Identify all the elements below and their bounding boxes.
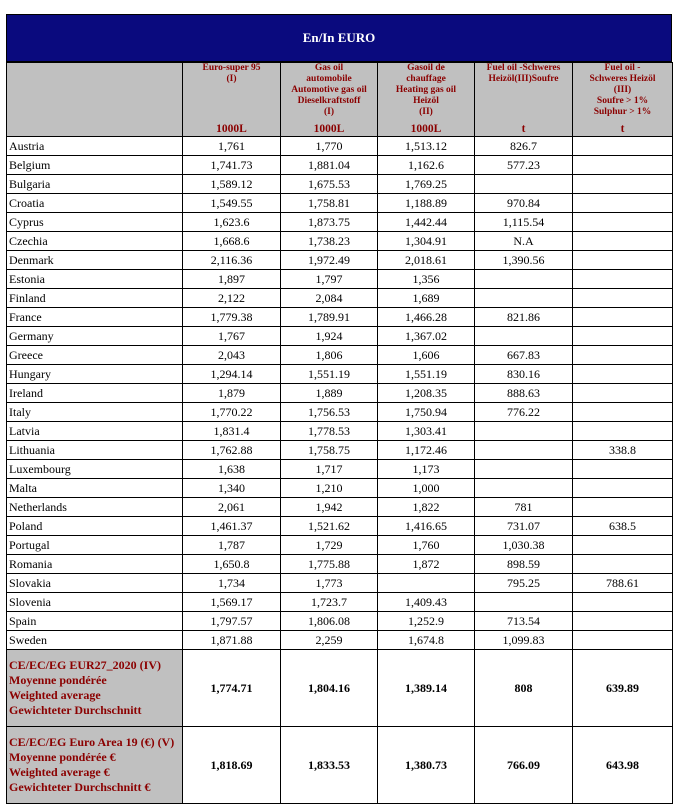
- table-row: [7, 498, 673, 517]
- price-cell: 970.84: [475, 194, 573, 213]
- country-name: Slovenia: [7, 593, 183, 612]
- price-cell: [475, 327, 573, 346]
- price-cell: [573, 175, 673, 194]
- price-cell: 1,162.6: [378, 156, 475, 175]
- price-cell: 1,304.91: [378, 232, 475, 251]
- price-cell: 795.25: [475, 574, 573, 593]
- price-cell: 1,778.53: [281, 422, 378, 441]
- summary-label: [7, 727, 183, 804]
- country-name: Latvia: [7, 422, 183, 441]
- column-header: [183, 63, 281, 137]
- price-cell: 1,188.89: [378, 194, 475, 213]
- country-name: Ireland: [7, 384, 183, 403]
- price-cell: 1,356: [378, 270, 475, 289]
- column-header-line: (III): [613, 85, 632, 95]
- column-header-line: (II): [419, 107, 433, 117]
- price-cell: [573, 327, 673, 346]
- price-cell: [573, 194, 673, 213]
- country-name: Malta: [7, 479, 183, 498]
- price-cell: 1,210: [281, 479, 378, 498]
- price-cell: 2,259: [281, 631, 378, 650]
- fuel-price-table: [6, 62, 673, 804]
- price-cell: 1,773: [281, 574, 378, 593]
- price-cell: [573, 365, 673, 384]
- summary-value: 1,833.53: [281, 727, 378, 804]
- price-cell: 1,760: [378, 536, 475, 555]
- country-name: Denmark: [7, 251, 183, 270]
- price-cell: 1,942: [281, 498, 378, 517]
- price-cell: [573, 289, 673, 308]
- price-cell: 1,551.19: [281, 365, 378, 384]
- header-row: [7, 63, 673, 137]
- price-cell: [573, 384, 673, 403]
- table-row: [7, 251, 673, 270]
- summary-value: 1,380.73: [378, 727, 475, 804]
- price-cell: [573, 308, 673, 327]
- summary-value: 639.89: [573, 650, 673, 727]
- price-cell: 577.23: [475, 156, 573, 175]
- price-cell: 1,303.41: [378, 422, 475, 441]
- price-cell: [573, 536, 673, 555]
- summary-label-line: Weighted average €: [9, 765, 110, 779]
- table-row: [7, 441, 673, 460]
- price-cell: 1,674.8: [378, 631, 475, 650]
- column-unit: 1000L: [313, 123, 345, 135]
- country-name: Sweden: [7, 631, 183, 650]
- country-name: Czechia: [7, 232, 183, 251]
- country-name: Germany: [7, 327, 183, 346]
- price-cell: 1,897: [183, 270, 281, 289]
- price-cell: [475, 289, 573, 308]
- price-cell: 1,789.91: [281, 308, 378, 327]
- price-cell: [475, 270, 573, 289]
- summary-row: [7, 650, 673, 727]
- table-row: [7, 213, 673, 232]
- country-name: Romania: [7, 555, 183, 574]
- price-cell: 713.54: [475, 612, 573, 631]
- country-name: Poland: [7, 517, 183, 536]
- price-cell: 1,390.56: [475, 251, 573, 270]
- table-row: [7, 612, 673, 631]
- column-header-line: Fuel oil -Schweres: [486, 63, 561, 73]
- price-cell: 1,569.17: [183, 593, 281, 612]
- price-cell: [573, 403, 673, 422]
- price-cell: 1,881.04: [281, 156, 378, 175]
- price-cell: 1,806.08: [281, 612, 378, 631]
- price-cell: 1,770: [281, 137, 378, 156]
- price-cell: 1,549.55: [183, 194, 281, 213]
- table-row: [7, 308, 673, 327]
- price-cell: [475, 441, 573, 460]
- table-row: [7, 631, 673, 650]
- summary-label-line: Gewichteter Durchschnitt €: [9, 780, 151, 794]
- price-cell: 1,252.9: [378, 612, 475, 631]
- price-cell: 1,822: [378, 498, 475, 517]
- table-row: [7, 574, 673, 593]
- price-cell: 821.86: [475, 308, 573, 327]
- summary-label-line: Weighted average: [9, 688, 101, 702]
- column-header-line: Sulphur > 1%: [593, 107, 652, 117]
- price-cell: 1,797.57: [183, 612, 281, 631]
- price-cell: 2,084: [281, 289, 378, 308]
- price-cell: 1,767: [183, 327, 281, 346]
- column-header-line: Schweres Heizöl: [589, 74, 656, 84]
- summary-label: [7, 650, 183, 727]
- price-cell: 1,099.83: [475, 631, 573, 650]
- summary-value: 808: [475, 650, 573, 727]
- country-name: Cyprus: [7, 213, 183, 232]
- price-cell: 1,750.94: [378, 403, 475, 422]
- price-cell: 1,172.46: [378, 441, 475, 460]
- price-cell: 338.8: [573, 441, 673, 460]
- table-row: [7, 536, 673, 555]
- column-header: [475, 63, 573, 137]
- summary-value: 1,774.71: [183, 650, 281, 727]
- column-header-line: (I): [323, 107, 335, 117]
- column-header-line: (I): [226, 74, 237, 84]
- table-row: [7, 460, 673, 479]
- summary-label-line: Moyenne pondérée €: [9, 750, 116, 764]
- price-cell: 1,367.02: [378, 327, 475, 346]
- column-header-line: Heizöl(III)Soufre: [488, 74, 559, 84]
- price-cell: 1,871.88: [183, 631, 281, 650]
- price-cell: [475, 422, 573, 441]
- price-cell: [573, 593, 673, 612]
- price-cell: 1,606: [378, 346, 475, 365]
- price-cell: 638.5: [573, 517, 673, 536]
- country-name: Estonia: [7, 270, 183, 289]
- column-header-line: automobile: [306, 74, 352, 84]
- price-cell: 1,115.54: [475, 213, 573, 232]
- banner-title: En/In EURO: [302, 30, 376, 45]
- price-cell: 1,775.88: [281, 555, 378, 574]
- price-cell: [573, 555, 673, 574]
- price-cell: 1,589.12: [183, 175, 281, 194]
- price-cell: [573, 137, 673, 156]
- column-header-line: Automotive gas oil: [291, 85, 367, 95]
- price-cell: 1,000: [378, 479, 475, 498]
- table-row: [7, 479, 673, 498]
- summary-value: 1,818.69: [183, 727, 281, 804]
- table-row: [7, 403, 673, 422]
- table-row: [7, 137, 673, 156]
- price-cell: 1,972.49: [281, 251, 378, 270]
- price-cell: 2,018.61: [378, 251, 475, 270]
- table-row: [7, 175, 673, 194]
- price-cell: [378, 574, 475, 593]
- price-cell: [573, 631, 673, 650]
- price-cell: 1,758.81: [281, 194, 378, 213]
- price-cell: 1,806: [281, 346, 378, 365]
- price-cell: 1,831.4: [183, 422, 281, 441]
- price-cell: 888.63: [475, 384, 573, 403]
- column-header-label: [380, 63, 472, 118]
- price-cell: [475, 593, 573, 612]
- country-name: Bulgaria: [7, 175, 183, 194]
- table-row: [7, 555, 673, 574]
- currency-banner: [6, 14, 672, 62]
- summary-label-line: Moyenne pondérée: [9, 673, 107, 687]
- price-cell: 1,889: [281, 384, 378, 403]
- country-name: Hungary: [7, 365, 183, 384]
- price-cell: [475, 479, 573, 498]
- price-cell: 1,873.75: [281, 213, 378, 232]
- price-cell: 1,675.53: [281, 175, 378, 194]
- price-cell: N.A: [475, 232, 573, 251]
- column-unit: t: [521, 123, 526, 135]
- country-name: Finland: [7, 289, 183, 308]
- country-name: Croatia: [7, 194, 183, 213]
- price-cell: 667.83: [475, 346, 573, 365]
- price-cell: 1,879: [183, 384, 281, 403]
- country-name: Austria: [7, 137, 183, 156]
- column-header-line: Gas oil: [314, 63, 344, 73]
- price-cell: 1,723.7: [281, 593, 378, 612]
- price-cell: [573, 251, 673, 270]
- country-name: Luxembourg: [7, 460, 183, 479]
- price-cell: [475, 460, 573, 479]
- price-cell: 1,461.37: [183, 517, 281, 536]
- summary-value: 766.09: [475, 727, 573, 804]
- country-name: Netherlands: [7, 498, 183, 517]
- price-cell: [573, 156, 673, 175]
- price-cell: 1,797: [281, 270, 378, 289]
- price-cell: [573, 213, 673, 232]
- country-name: Spain: [7, 612, 183, 631]
- column-header: [281, 63, 378, 137]
- country-name: Portugal: [7, 536, 183, 555]
- column-header-line: chauffage: [406, 74, 446, 84]
- price-cell: 1,551.19: [378, 365, 475, 384]
- price-cell: 1,668.6: [183, 232, 281, 251]
- price-cell: 1,779.38: [183, 308, 281, 327]
- price-cell: 1,638: [183, 460, 281, 479]
- table-row: [7, 384, 673, 403]
- price-cell: 1,762.88: [183, 441, 281, 460]
- price-cell: 826.7: [475, 137, 573, 156]
- price-cell: [573, 270, 673, 289]
- table-row: [7, 365, 673, 384]
- summary-value: 1,804.16: [281, 650, 378, 727]
- column-header-line: Heating gas oil: [395, 85, 457, 95]
- price-cell: 1,173: [378, 460, 475, 479]
- column-header-line: Dieselkraftstoff: [297, 96, 361, 106]
- price-cell: 2,061: [183, 498, 281, 517]
- column-header-label: [185, 63, 278, 118]
- price-cell: 1,729: [281, 536, 378, 555]
- table-row: [7, 327, 673, 346]
- price-cell: 1,756.53: [281, 403, 378, 422]
- column-header-line: Soufre > 1%: [596, 96, 649, 106]
- table-row: [7, 232, 673, 251]
- price-cell: [573, 612, 673, 631]
- price-cell: 1,650.8: [183, 555, 281, 574]
- summary-label-line: CE/EC/EG Euro Area 19 (€) (V): [9, 735, 175, 749]
- table-row: [7, 194, 673, 213]
- price-cell: [475, 175, 573, 194]
- column-unit: 1000L: [216, 123, 247, 135]
- price-cell: [573, 232, 673, 251]
- price-cell: 776.22: [475, 403, 573, 422]
- table-row: [7, 517, 673, 536]
- column-unit: t: [620, 123, 625, 135]
- price-cell: 781: [475, 498, 573, 517]
- price-cell: 731.07: [475, 517, 573, 536]
- column-header: [378, 63, 475, 137]
- table-row: [7, 156, 673, 175]
- price-cell: [573, 346, 673, 365]
- price-cell: [573, 460, 673, 479]
- table-row: [7, 289, 673, 308]
- country-name: Slovakia: [7, 574, 183, 593]
- summary-value: 1,389.14: [378, 650, 475, 727]
- price-cell: 2,116.36: [183, 251, 281, 270]
- table-row: [7, 346, 673, 365]
- column-header: [573, 63, 673, 137]
- country-name: Italy: [7, 403, 183, 422]
- header-corner: [7, 63, 183, 137]
- column-header-line: Gasoil de: [407, 63, 445, 73]
- column-header-line: Fuel oil -: [604, 63, 641, 73]
- price-cell: 1,294.14: [183, 365, 281, 384]
- country-name: Belgium: [7, 156, 183, 175]
- price-cell: 1,734: [183, 574, 281, 593]
- price-cell: 898.59: [475, 555, 573, 574]
- column-header-label: [283, 63, 375, 118]
- summary-row: [7, 727, 673, 804]
- summary-value: 643.98: [573, 727, 673, 804]
- column-header-line: Euro-super 95: [202, 63, 261, 73]
- price-cell: [573, 422, 673, 441]
- price-cell: 1,466.28: [378, 308, 475, 327]
- country-name: France: [7, 308, 183, 327]
- column-unit: 1000L: [410, 123, 442, 135]
- price-cell: 1,416.65: [378, 517, 475, 536]
- price-cell: 1,924: [281, 327, 378, 346]
- price-cell: 1,787: [183, 536, 281, 555]
- table-body: [7, 137, 673, 804]
- price-cell: [573, 479, 673, 498]
- price-cell: 1,738.23: [281, 232, 378, 251]
- price-cell: 788.61: [573, 574, 673, 593]
- column-header-line: Heizöl: [413, 96, 439, 106]
- country-name: Lithuania: [7, 441, 183, 460]
- price-cell: 2,043: [183, 346, 281, 365]
- column-header-label: [477, 63, 570, 118]
- price-cell: 1,769.25: [378, 175, 475, 194]
- summary-label-line: CE/EC/EG EUR27_2020 (IV): [9, 658, 162, 672]
- price-cell: 1,442.44: [378, 213, 475, 232]
- country-name: Greece: [7, 346, 183, 365]
- table-row: [7, 593, 673, 612]
- column-header-label: [575, 63, 670, 118]
- price-cell: 1,689: [378, 289, 475, 308]
- price-cell: 1,340: [183, 479, 281, 498]
- price-cell: 1,208.35: [378, 384, 475, 403]
- table-row: [7, 270, 673, 289]
- price-cell: 1,521.62: [281, 517, 378, 536]
- price-cell: 1,030.38: [475, 536, 573, 555]
- price-cell: 1,872: [378, 555, 475, 574]
- price-table-container: [6, 14, 672, 804]
- summary-label-line: Gewichteter Durchschnitt: [9, 703, 142, 717]
- price-cell: 1,717: [281, 460, 378, 479]
- price-cell: 1,758.75: [281, 441, 378, 460]
- price-cell: 1,513.12: [378, 137, 475, 156]
- table-header: [7, 63, 673, 137]
- price-cell: 1,761: [183, 137, 281, 156]
- price-cell: [573, 498, 673, 517]
- price-cell: 1,623.6: [183, 213, 281, 232]
- price-cell: 2,122: [183, 289, 281, 308]
- price-cell: 830.16: [475, 365, 573, 384]
- price-cell: 1,741.73: [183, 156, 281, 175]
- price-cell: 1,770.22: [183, 403, 281, 422]
- price-cell: 1,409.43: [378, 593, 475, 612]
- table-row: [7, 422, 673, 441]
